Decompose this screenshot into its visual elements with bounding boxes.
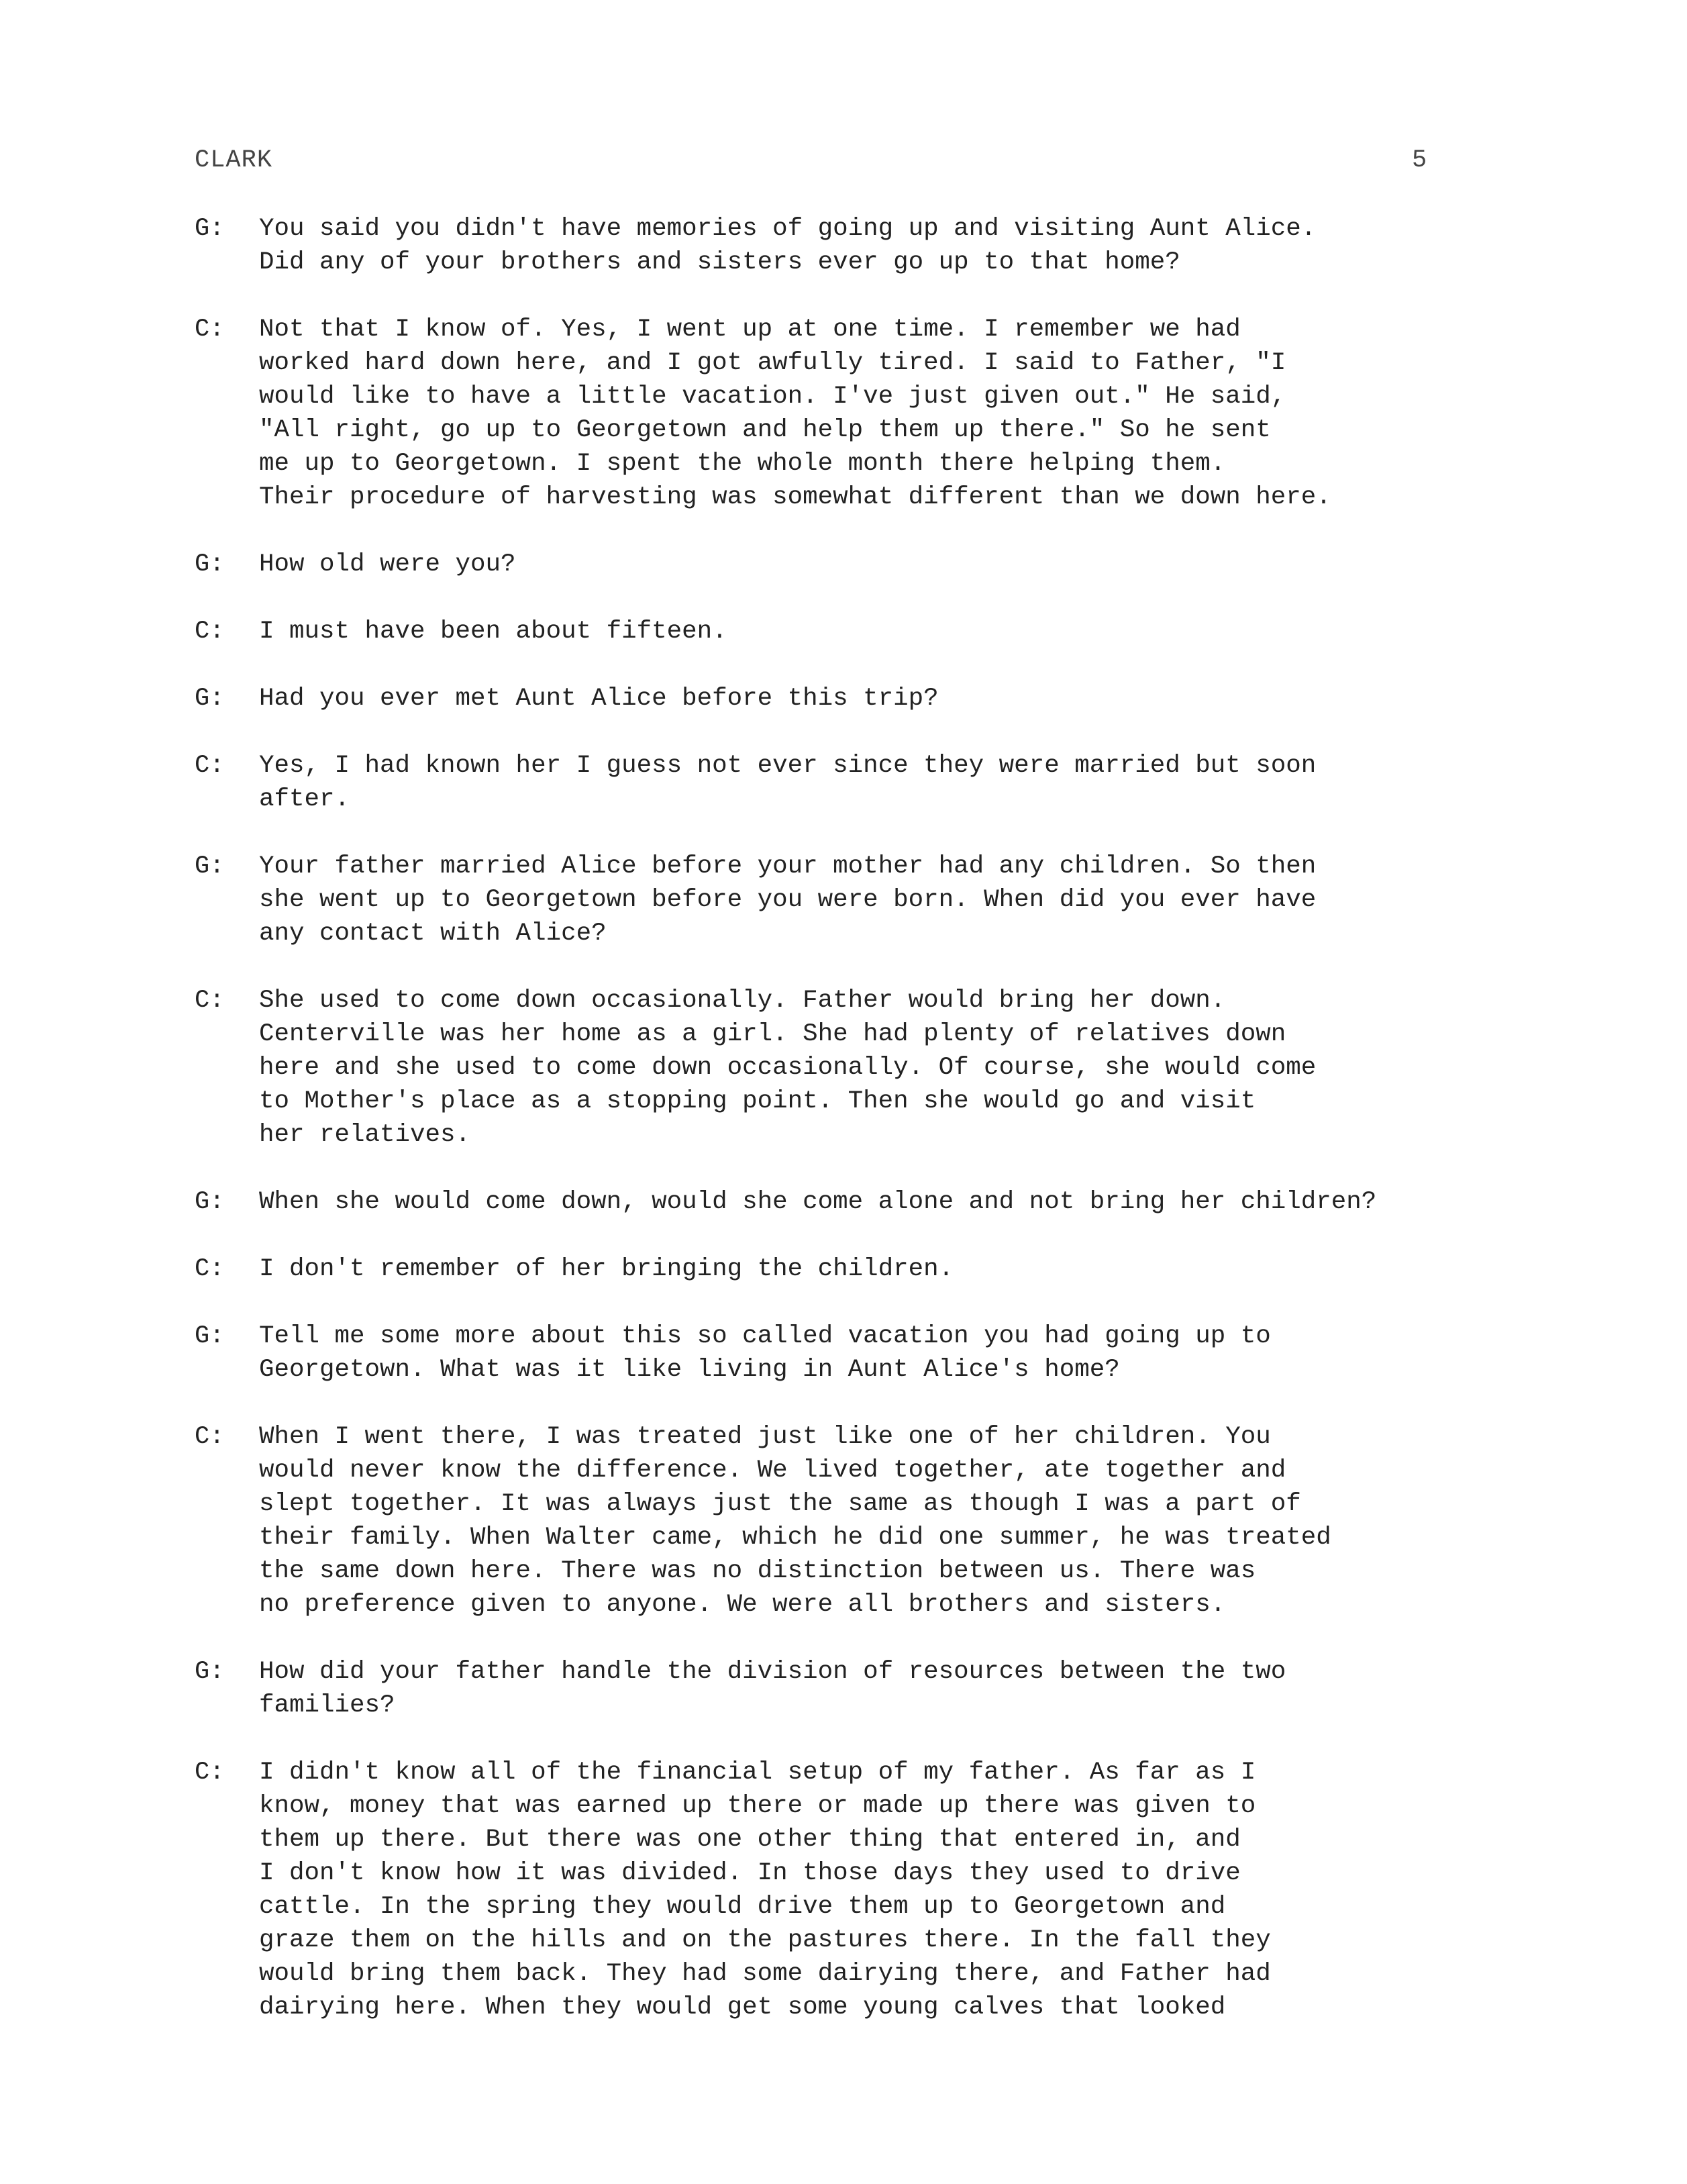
transcript-entry: [195, 1252, 1550, 1286]
entry-text: She used to come down occasionally. Father would bring her down. Centerville was her home as a girl. She had plenty of relatives down here and she used to come down occasionally. Of course, she would come to Mother's place as a stopping point. Then she would go and visit her relatives.: [259, 987, 1317, 1149]
entry-text: How old were you?: [259, 550, 516, 579]
speaker-label: G:: [195, 685, 225, 713]
speaker-label: C:: [195, 1255, 225, 1283]
transcript-entry: [195, 548, 1550, 581]
entry-text: You said you didn't have memories of going up and visiting Aunt Alice. Did any of your brothers and sisters ever go up to that home?: [259, 215, 1317, 277]
speaker-label: G:: [195, 1322, 225, 1350]
transcript-entry: [195, 1185, 1550, 1219]
entry-text: I must have been about fifteen.: [259, 617, 727, 646]
speaker-label: C:: [195, 315, 225, 344]
transcript-entry: [195, 1756, 1550, 2024]
transcript-entry: [195, 984, 1550, 1152]
page-number: 5: [1412, 146, 1427, 175]
speaker-label: C:: [195, 617, 225, 646]
transcript-entry: [195, 1420, 1550, 1622]
speaker-label: G:: [195, 215, 225, 243]
speaker-label: C:: [195, 987, 225, 1015]
transcript-entry: [195, 850, 1550, 950]
speaker-label: C:: [195, 752, 225, 780]
transcript-entry: [195, 682, 1550, 715]
entry-text: How did your father handle the division of resources between the two families?: [259, 1658, 1286, 1720]
speaker-label: G:: [195, 1658, 225, 1686]
entry-text: I didn't know all of the financial setup of my father. As far as I know, money that was earned up there or made up there was given to them up there. But there was one other thing that entered in, and I don't know how it was divided. In those days they used to drive cattle. In the spring they would drive them up to Georgetown and graze them on the hills and on the pastures there. In the fall they would bring them back. They had some dairying there, and Father had dairying here. When they would get some young calves that looked: [259, 1758, 1271, 2022]
entry-text: I don't remember of her bringing the children.: [259, 1255, 954, 1283]
transcript-entry: [195, 749, 1550, 816]
transcript-entry: [195, 313, 1550, 514]
page-header-name: CLARK: [195, 146, 273, 175]
entry-text: When she would come down, would she come alone and not bring her children?: [259, 1188, 1377, 1216]
transcript-entry: [195, 615, 1550, 648]
interview-transcript: [195, 212, 1550, 2058]
transcript-entry: [195, 212, 1550, 279]
entry-text: Not that I know of. Yes, I went up at one time. I remember we had worked hard down here, and I got awfully tired. I said to Father, "I would like to have a little vacation. I've just given out." He said, "All right, go up to Georgetown and help them up there." So he sent me up to Georgetown. I spent the whole month there helping them. Their procedure of harvesting was somewhat different than we down here.: [259, 315, 1331, 511]
entry-text: Had you ever met Aunt Alice before this trip?: [259, 685, 939, 713]
transcript-entry: [195, 1320, 1550, 1387]
entry-text: Yes, I had known her I guess not ever since they were married but soon after.: [259, 752, 1317, 813]
speaker-label: G:: [195, 550, 225, 579]
transcript-entry: [195, 1655, 1550, 1722]
entry-text: When I went there, I was treated just like one of her children. You would never know the difference. We lived together, ate together and slept together. It was always just the same as though I was a part of their family. When Walter came, which he did one summer, he was treated the same down here. There was no distinction between us. There was no preference given to anyone. We were all brothers and sisters.: [259, 1423, 1331, 1619]
entry-text: Your father married Alice before your mother had any children. So then she went up to Georgetown before you were born. When did you ever have any contact with Alice?: [259, 852, 1317, 948]
speaker-label: C:: [195, 1423, 225, 1451]
speaker-label: G:: [195, 1188, 225, 1216]
entry-text: Tell me some more about this so called vacation you had going up to Georgetown. What was it like living in Aunt Alice's home?: [259, 1322, 1271, 1384]
speaker-label: G:: [195, 852, 225, 881]
speaker-label: C:: [195, 1758, 225, 1787]
